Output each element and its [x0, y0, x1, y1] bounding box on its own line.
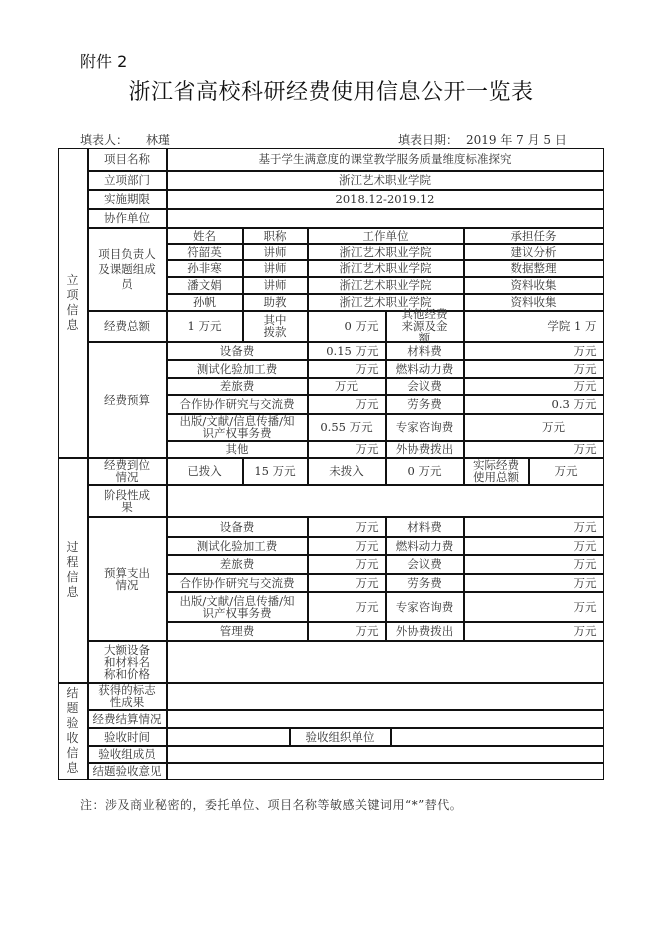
budget-item-label: 设备费 [167, 517, 308, 537]
budget-item2-value: 万元 [464, 414, 604, 441]
accept-time-value [167, 728, 290, 746]
members-header-unit: 工作单位 [308, 228, 464, 244]
footnote: 注：涉及商业秘密的，委托单位、项目名称等敏感关键词用“*”替代。 [80, 798, 463, 812]
member-name: 潘文娟 [167, 277, 243, 294]
pending-label: 未拨入 [308, 458, 386, 485]
budget-item-value: 万元 [308, 395, 386, 414]
accept-members-label: 验收组成员 [88, 746, 167, 763]
section-project-label: 立 项 信 息 [66, 272, 79, 332]
members-label: 项目负责人及课题组成员 [88, 228, 167, 311]
section-project [58, 148, 88, 458]
pending-value: 0 万元 [386, 458, 464, 485]
settlement-label: 经费结算情况 [88, 710, 167, 728]
member-name: 孙帆 [167, 294, 243, 311]
budget-item-label: 合作协作研究与交流费 [167, 395, 308, 414]
budget-item-value: 万元 [308, 537, 386, 555]
allocated-label: 其中拨款 [243, 311, 308, 342]
budget-item2-value: 万元 [464, 342, 604, 360]
budget-item2-label: 外协费拨出 [386, 622, 464, 641]
member-unit: 浙江艺术职业学院 [308, 294, 464, 311]
section-process-label: 过 程 信 息 [66, 540, 79, 599]
accept-org-value [391, 728, 604, 746]
accept-time-label: 验收时间 [88, 728, 167, 746]
budget-item2-label: 专家咨询费 [386, 414, 464, 441]
budget-item2-label: 劳务费 [386, 395, 464, 414]
member-task: 数据整理 [464, 260, 604, 277]
budget-item-value: 0.15 万元 [308, 342, 386, 360]
filler-name: 林瑾 [146, 133, 171, 147]
collab-value [167, 209, 604, 228]
budget-item-label: 测试化验加工费 [167, 537, 308, 555]
member-unit: 浙江艺术职业学院 [308, 244, 464, 260]
accept-org-label: 验收组织单位 [290, 728, 391, 746]
budget-item2-label: 会议费 [386, 378, 464, 395]
budget-item-label: 合作协作研究与交流费 [167, 574, 308, 592]
funding-label: 经费到位情况 [88, 458, 167, 485]
total-label: 经费总额 [88, 311, 167, 342]
received-label: 已拨入 [167, 458, 243, 485]
budget-item2-value: 万元 [464, 622, 604, 641]
budget-item2-value: 万元 [464, 537, 604, 555]
member-title: 讲师 [243, 244, 308, 260]
budget-item-label: 出版/文献/信息传播/知识产权事务费 [167, 414, 308, 441]
budget-item2-label: 劳务费 [386, 574, 464, 592]
member-title: 助教 [243, 294, 308, 311]
members-header-name: 姓名 [167, 228, 243, 244]
budget-item-label: 差旅费 [167, 378, 308, 395]
budget-item2-value: 万元 [464, 555, 604, 574]
budget-item-value: 万元 [308, 555, 386, 574]
budget-item-value: 万元 [308, 622, 386, 641]
member-task: 资料收集 [464, 277, 604, 294]
achievement-value [167, 683, 604, 710]
members-header-title: 职称 [243, 228, 308, 244]
member-name: 符韶英 [167, 244, 243, 260]
budget-item2-label: 外协费拨出 [386, 441, 464, 458]
budget-label: 经费预算 [88, 342, 167, 458]
section-process [58, 458, 88, 683]
budget-item-value: 万元 [308, 360, 386, 378]
member-unit: 浙江艺术职业学院 [308, 260, 464, 277]
budget-item2-label: 材料费 [386, 342, 464, 360]
budget-item2-label: 会议费 [386, 555, 464, 574]
received-value: 15 万元 [243, 458, 308, 485]
milestone-value [167, 485, 604, 517]
allocated-value: 0 万元 [308, 311, 386, 342]
budget-item2-value: 万元 [464, 441, 604, 458]
budget-item-label: 设备费 [167, 342, 308, 360]
members-header-task: 承担任务 [464, 228, 604, 244]
budget-item-value: 万元 [308, 592, 386, 622]
settlement-value [167, 710, 604, 728]
budget-item2-label: 材料费 [386, 517, 464, 537]
collab-label: 协作单位 [88, 209, 167, 228]
budget-item-label: 出版/文献/信息传播/知识产权事务费 [167, 592, 308, 622]
member-unit: 浙江艺术职业学院 [308, 277, 464, 294]
period-value: 2018.12-2019.12 [167, 190, 604, 209]
actual-value: 万元 [529, 458, 604, 485]
achievement-label: 获得的标志性成果 [88, 683, 167, 710]
budget-item-value: 0.55 万元 [308, 414, 386, 441]
member-title: 讲师 [243, 260, 308, 277]
budget-item-value: 万元 [308, 441, 386, 458]
spending-label: 预算支出情况 [88, 517, 167, 641]
actual-label: 实际经费使用总额 [464, 458, 529, 485]
budget-item-value: 万元 [308, 517, 386, 537]
dept-value: 浙江艺术职业学院 [167, 171, 604, 190]
project-name-label: 项目名称 [88, 148, 167, 171]
project-name-value: 基于学生满意度的课堂教学服务质量维度标准探究 [167, 148, 604, 171]
budget-item-label: 测试化验加工费 [167, 360, 308, 378]
accept-opinion-value [167, 763, 604, 780]
attachment-label: 附件 2 [80, 52, 128, 71]
section-completion-label: 结 题 验 收 信 息 [66, 686, 79, 775]
budget-item-label: 其他 [167, 441, 308, 458]
total-value: 1 万元 [167, 311, 243, 342]
budget-item-label: 差旅费 [167, 555, 308, 574]
budget-item2-value: 万元 [464, 360, 604, 378]
page-title: 浙江省高校科研经费使用信息公开一览表 [128, 80, 534, 105]
large-equipment-label: 大额设备和材料名称和价格 [88, 641, 167, 683]
member-task: 资料收集 [464, 294, 604, 311]
member-name: 孙非寒 [167, 260, 243, 277]
milestone-label: 阶段性成果 [88, 485, 167, 517]
budget-item2-label: 燃料动力费 [386, 537, 464, 555]
date-label: 填表日期： [398, 133, 459, 147]
other-source-label: 其他经费来源及金额 [386, 311, 464, 342]
other-source-value: 学院 1 万 [464, 311, 604, 342]
section-completion [58, 683, 88, 780]
budget-item2-value: 万元 [464, 378, 604, 395]
budget-item2-label: 燃料动力费 [386, 360, 464, 378]
large-equipment-value [167, 641, 604, 683]
accept-opinion-label: 结题验收意见 [88, 763, 167, 780]
budget-item-value: 万元 [308, 574, 386, 592]
filler-label: 填表人： [80, 133, 129, 147]
budget-item-value: 万元 [308, 378, 386, 395]
accept-members-value [167, 746, 604, 763]
budget-item2-value: 0.3 万元 [464, 395, 604, 414]
date-value: 2019 年 7 月 5 日 [466, 133, 567, 147]
budget-item2-value: 万元 [464, 592, 604, 622]
member-title: 讲师 [243, 277, 308, 294]
budget-item2-label: 专家咨询费 [386, 592, 464, 622]
member-task: 建议分析 [464, 244, 604, 260]
period-label: 实施期限 [88, 190, 167, 209]
budget-item2-value: 万元 [464, 574, 604, 592]
budget-item2-value: 万元 [464, 517, 604, 537]
budget-item-label: 管理费 [167, 622, 308, 641]
dept-label: 立项部门 [88, 171, 167, 190]
